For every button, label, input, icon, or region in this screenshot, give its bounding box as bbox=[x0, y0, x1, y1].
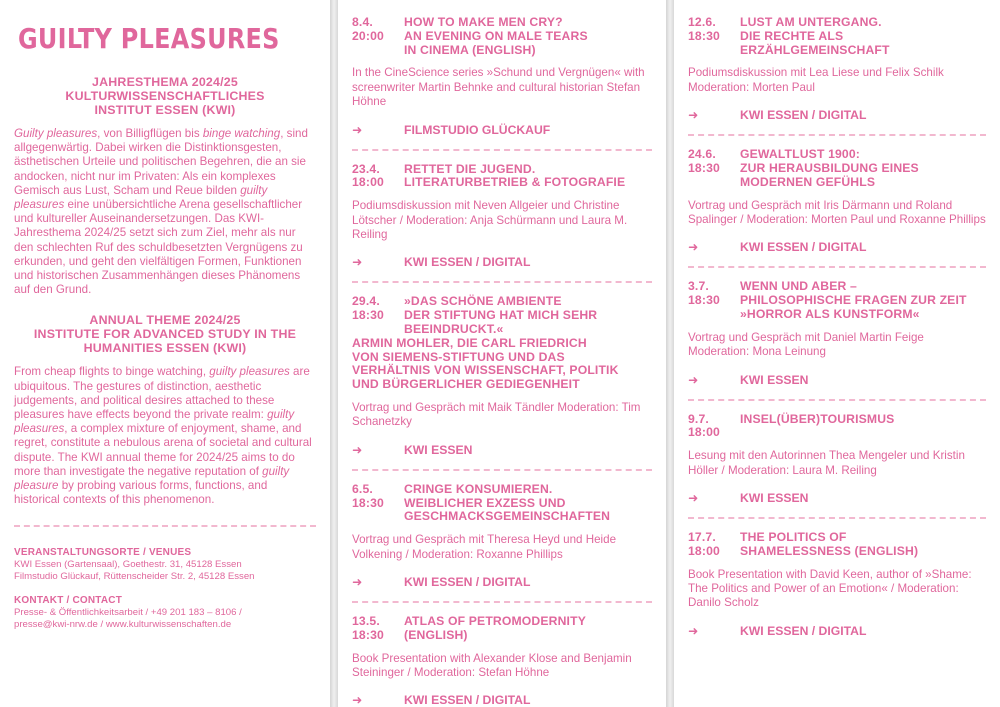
event-divider bbox=[352, 281, 652, 283]
contact-line[interactable]: presse@kwi-nrw.de / www.kulturwissenschaften.de bbox=[14, 619, 232, 631]
event-time: 18:30 bbox=[352, 495, 384, 510]
arrow-right-icon: ➜ bbox=[688, 491, 699, 506]
event-title-line: AN EVENING ON MALE TEARS bbox=[404, 28, 588, 43]
event-title-line: GESCHMACKSGEMEINSCHAFTEN bbox=[404, 509, 611, 524]
heading-line: KULTURWISSENSCHAFTLICHES bbox=[65, 89, 265, 103]
event-title-line: ERZÄHLGEMEINSCHAFT bbox=[740, 42, 890, 57]
heading-line: INSTITUT ESSEN (KWI) bbox=[94, 103, 236, 117]
event-header-row bbox=[688, 545, 986, 559]
event-location: KWI ESSEN / DIGITAL bbox=[740, 240, 867, 255]
event-location-link[interactable] bbox=[688, 240, 986, 254]
event-header-row bbox=[688, 280, 986, 294]
event-header-row bbox=[352, 483, 652, 497]
event-date: 17.7. bbox=[688, 530, 716, 545]
event-header-row bbox=[352, 295, 652, 309]
event-divider bbox=[688, 517, 986, 519]
body-text-segment: , von Billigflügen bis bbox=[97, 127, 203, 140]
body-text-segment: by probing various forms, functions, and historical contexts of this phenomenon. bbox=[14, 479, 268, 507]
event-title-line: UND BÜRGERLICHER GEDIEGENHEIT bbox=[352, 377, 580, 392]
spacer bbox=[688, 176, 740, 190]
arrow-right-icon: ➜ bbox=[688, 108, 699, 123]
intro-panel bbox=[0, 0, 330, 707]
event-divider bbox=[688, 399, 986, 401]
event-divider bbox=[352, 149, 652, 151]
event-date: 8.4. bbox=[352, 15, 373, 29]
emphasis-text: guilty pleasure bbox=[14, 464, 290, 493]
divider bbox=[14, 525, 316, 527]
event-item bbox=[688, 531, 986, 638]
event-item bbox=[352, 163, 652, 284]
event-item bbox=[352, 615, 652, 707]
arrow-right-icon: ➜ bbox=[688, 623, 699, 638]
event-location: KWI ESSEN / DIGITAL bbox=[740, 108, 867, 123]
event-location-link[interactable] bbox=[688, 108, 986, 122]
body-text-segment: are ubiquitous. The gestures of distinction, aesthetic judgements, and political desires attached to these pleasures have effects beyond the private realm: bbox=[14, 365, 310, 422]
event-time: 18:30 bbox=[352, 627, 384, 642]
event-item bbox=[352, 295, 652, 470]
events-panel-2 bbox=[674, 0, 1000, 707]
event-location-link[interactable] bbox=[688, 491, 986, 505]
event-title-line: MODERNEN GEFÜHLS bbox=[740, 174, 876, 189]
event-location-link[interactable] bbox=[352, 255, 652, 269]
event-header-row bbox=[352, 44, 652, 58]
event-location-link[interactable] bbox=[688, 373, 986, 387]
event-location: KWI ESSEN / DIGITAL bbox=[740, 623, 867, 638]
event-title-line: IN CINEMA (ENGLISH) bbox=[404, 42, 536, 57]
event-date: 9.7. bbox=[688, 411, 709, 426]
event-divider bbox=[352, 601, 652, 603]
spacer bbox=[352, 44, 404, 58]
event-description: Vortrag und Gespräch mit Iris Därmann und Roland Spalinger / Moderation: Morten Paul und Roxanne Phillips bbox=[688, 198, 986, 226]
event-header-row bbox=[352, 629, 652, 643]
body-text-segment: , a complex mixture of enjoyment, shame, and regret, constitute a nebulous arena of societal and cultural dispute. The KWI annual theme for 2024/25 aims to do more than investigate the negative reputation of bbox=[14, 422, 312, 478]
heading-line: HUMANITIES ESSEN (KWI) bbox=[83, 341, 247, 356]
event-title-line: RETTET DIE JUGEND. bbox=[404, 161, 536, 176]
event-location: KWI ESSEN bbox=[740, 491, 809, 506]
event-time: 18:30 bbox=[352, 308, 384, 323]
event-title-line: PHILOSOPHISCHE FRAGEN ZUR ZEIT bbox=[740, 293, 967, 308]
arrow-right-icon: ➜ bbox=[352, 255, 363, 270]
intro-text-de bbox=[14, 127, 316, 297]
event-date: 23.4. bbox=[352, 161, 380, 176]
event-location-link[interactable] bbox=[352, 575, 652, 589]
venues-label: VERANSTALTUNGSORTE / VENUES bbox=[14, 547, 192, 559]
emphasis-text: guilty pleasures bbox=[14, 183, 268, 212]
event-time: 18:30 bbox=[688, 293, 720, 308]
event-date: 29.4. bbox=[352, 294, 380, 309]
body-text-segment: , sind allgegenwärtig. Dabei wirken die Distinktionsgesten, ästhetischen Urteile und politischen Begehren, die an sie andocken, nicht nur im Privaten: Als ein komplexes Gemisch aus Lust, Scham und Reue bilden bbox=[14, 127, 308, 197]
arrow-right-icon: ➜ bbox=[352, 442, 363, 457]
event-location: KWI ESSEN / DIGITAL bbox=[404, 693, 531, 707]
event-divider bbox=[688, 266, 986, 268]
event-location-link[interactable] bbox=[352, 693, 652, 707]
heading-line: INSTITUTE FOR ADVANCED STUDY IN THE bbox=[33, 327, 297, 342]
venues-block bbox=[14, 547, 316, 583]
event-title-line: SHAMELESSNESS (ENGLISH) bbox=[740, 543, 919, 558]
event-description: Lesung mit den Autorinnen Thea Mengeler und Kristin Höller / Moderation: Laura M. Reiling bbox=[688, 449, 965, 477]
heading-line: ANNUAL THEME 2024/25 bbox=[89, 313, 241, 328]
event-title-line: CRINGE KONSUMIEREN. bbox=[404, 481, 553, 496]
emphasis-text: Guilty pleasures bbox=[14, 127, 98, 140]
event-title-line: THE POLITICS OF bbox=[740, 530, 847, 545]
event-description: Podiumsdiskussion mit Lea Liese und Felix Schilk Moderation: Morten Paul bbox=[688, 66, 944, 94]
event-date: 13.5. bbox=[352, 614, 380, 629]
event-header-row bbox=[688, 16, 986, 30]
event-header-row bbox=[352, 16, 652, 30]
venue-line: Filmstudio Glückauf, Rüttenscheider Str. 2, 45128 Essen bbox=[14, 571, 255, 583]
event-title-line: »HORROR ALS KUNSTFORM« bbox=[740, 307, 920, 321]
event-item bbox=[688, 16, 986, 136]
event-title-line: VERHÄLTNIS VON WISSENSCHAFT, POLITIK bbox=[352, 363, 619, 378]
event-title-line: INSEL(ÜBER)TOURISMUS bbox=[740, 411, 895, 426]
event-title-line: LITERATURBETRIEB & FOTOGRAFIE bbox=[404, 175, 626, 190]
event-title-line: DIE RECHTE ALS bbox=[740, 28, 844, 43]
event-header-row bbox=[688, 162, 986, 176]
arrow-right-icon: ➜ bbox=[352, 693, 363, 707]
event-description: Book Presentation with Alexander Klose and Benjamin Steininger / Moderation: Stefan Höhne bbox=[352, 651, 632, 680]
annual-theme-heading-de bbox=[14, 75, 316, 117]
event-description: Vortrag und Gespräch mit Maik Tändler Moderation: Tim Schanetzky bbox=[352, 401, 641, 429]
event-title-line: BEEINDRUCKT.« bbox=[404, 322, 504, 337]
event-item bbox=[688, 148, 986, 268]
event-header-row bbox=[688, 531, 986, 545]
event-header-row bbox=[688, 148, 986, 162]
event-title-line: ATLAS OF PETROMODERNITY bbox=[404, 614, 586, 629]
event-header-row bbox=[352, 323, 652, 337]
event-item bbox=[352, 16, 652, 151]
event-header-row bbox=[352, 615, 652, 629]
event-title-line: HOW TO MAKE MEN CRY? bbox=[404, 15, 563, 29]
event-item bbox=[352, 483, 652, 603]
emphasis-text: binge watching bbox=[202, 127, 281, 140]
emphasis-text: guilty pleasures bbox=[14, 408, 295, 436]
event-title-line: (ENGLISH) bbox=[404, 627, 468, 642]
event-location-link[interactable] bbox=[352, 443, 652, 457]
event-location-link[interactable] bbox=[688, 624, 986, 638]
event-location: FILMSTUDIO GLÜCKAUF bbox=[404, 122, 551, 137]
event-header-row bbox=[688, 30, 986, 44]
brand-title: GUILTY PLEASURES bbox=[18, 22, 280, 55]
event-title-line: VON SIEMENS-STIFTUNG UND DAS bbox=[352, 349, 565, 364]
event-time: 18:00 bbox=[352, 175, 384, 190]
event-item bbox=[688, 280, 986, 400]
event-time: 18:30 bbox=[688, 161, 720, 175]
spacer bbox=[688, 308, 740, 322]
event-description: In the CineScience series »Schund und Vergnügen« with screenwriter Martin Behnke and cultural historian Stefan Höhne bbox=[352, 66, 645, 109]
event-header-row bbox=[688, 308, 986, 322]
event-header-row bbox=[352, 497, 652, 511]
spacer bbox=[688, 44, 740, 58]
event-header-row bbox=[688, 413, 986, 427]
arrow-right-icon: ➜ bbox=[688, 372, 699, 387]
annual-theme-heading-en bbox=[14, 313, 316, 355]
event-title-line: WEIBLICHER EXZESS UND bbox=[404, 495, 566, 510]
event-location: KWI ESSEN / DIGITAL bbox=[404, 575, 531, 590]
event-title-line bbox=[740, 426, 986, 440]
event-header-row bbox=[688, 44, 986, 58]
arrow-right-icon: ➜ bbox=[688, 240, 699, 255]
event-time: 18:00 bbox=[688, 425, 720, 440]
event-location: KWI ESSEN bbox=[740, 372, 809, 387]
heading-line: JAHRESTHEMA 2024/25 bbox=[92, 75, 238, 89]
intro-text-en bbox=[14, 365, 316, 507]
event-date: 3.7. bbox=[688, 279, 709, 294]
event-title-line: ARMIN MOHLER, DIE CARL FRIEDRICH bbox=[352, 335, 587, 350]
event-location-link[interactable] bbox=[352, 123, 652, 137]
event-location: KWI ESSEN bbox=[404, 442, 473, 457]
event-title-line: ZUR HERAUSBILDUNG EINES bbox=[740, 161, 919, 175]
event-header-row bbox=[352, 30, 652, 44]
event-header-row bbox=[352, 510, 652, 524]
event-divider bbox=[688, 134, 986, 136]
venue-line: KWI Essen (Gartensaal), Goethestr. 31, 45128 Essen bbox=[14, 559, 242, 571]
event-title-line: DER STIFTUNG HAT MICH SEHR bbox=[404, 308, 598, 323]
contact-label: KONTAKT / CONTACT bbox=[14, 595, 123, 607]
event-description: Book Presentation with David Keen, author of »Shame: The Politics and Power of an Emotion« / Moderation: Danilo Scholz bbox=[688, 567, 972, 610]
event-divider bbox=[352, 469, 652, 471]
event-date: 24.6. bbox=[688, 147, 716, 162]
event-description: Vortrag und Gespräch mit Theresa Heyd und Heide Volkening / Moderation: Roxanne Phillips bbox=[352, 533, 617, 561]
event-location: KWI ESSEN / DIGITAL bbox=[404, 255, 531, 270]
event-title-line: LUST AM UNTERGANG. bbox=[740, 15, 882, 29]
event-time: 18:00 bbox=[688, 543, 720, 558]
event-header-row bbox=[352, 309, 652, 323]
spacer bbox=[352, 323, 404, 337]
fold-shadow-left bbox=[330, 0, 338, 707]
event-title-line: »DAS SCHÖNE AMBIENTE bbox=[404, 294, 562, 309]
arrow-right-icon: ➜ bbox=[352, 122, 363, 137]
event-header-row bbox=[688, 426, 986, 440]
event-title-line: GEWALTLUST 1900: bbox=[740, 147, 861, 162]
arrow-right-icon: ➜ bbox=[352, 575, 363, 590]
event-date: 6.5. bbox=[352, 481, 373, 496]
event-time: 18:30 bbox=[688, 28, 720, 43]
event-header-row bbox=[352, 176, 652, 190]
events-panel-1 bbox=[338, 0, 666, 707]
event-description: Podiumsdiskussion mit Neven Allgeier und Christine Lötscher / Moderation: Anja Schürmann und Laura M. Reiling bbox=[352, 199, 628, 242]
emphasis-text: guilty pleasures bbox=[209, 365, 290, 379]
fold-shadow-right bbox=[666, 0, 674, 707]
event-title-line: WENN UND ABER – bbox=[740, 279, 857, 294]
event-description: Vortrag und Gespräch mit Daniel Martin Feige Moderation: Mona Leinung bbox=[688, 330, 924, 359]
event-time: 20:00 bbox=[352, 28, 384, 43]
event-header-row bbox=[688, 176, 986, 190]
contact-block bbox=[14, 595, 316, 631]
event-header-row bbox=[688, 294, 986, 308]
event-date: 12.6. bbox=[688, 15, 716, 29]
event-item bbox=[688, 413, 986, 519]
body-text-segment: From cheap flights to binge watching, bbox=[14, 365, 210, 379]
contact-line: Presse- & Öffentlichkeitsarbeit / +49 201 183 – 8106 / bbox=[14, 607, 242, 619]
spacer bbox=[352, 510, 404, 524]
event-header-row bbox=[352, 163, 652, 177]
body-text-segment: eine unübersichtliche Arena gesellschaftlicher und kultureller Auseinandersetzungen. Das KWI-Jahresthema 2024/25 setzt sich zum Ziel, mehr als nur den schlechten Ruf des schuldbesetzten Vergnügens zu erkunden, und geht den vielfältigen Formen, Funktionen und historischen Zusammenhängen dieses Phänomens auf den Grund. bbox=[14, 198, 303, 297]
